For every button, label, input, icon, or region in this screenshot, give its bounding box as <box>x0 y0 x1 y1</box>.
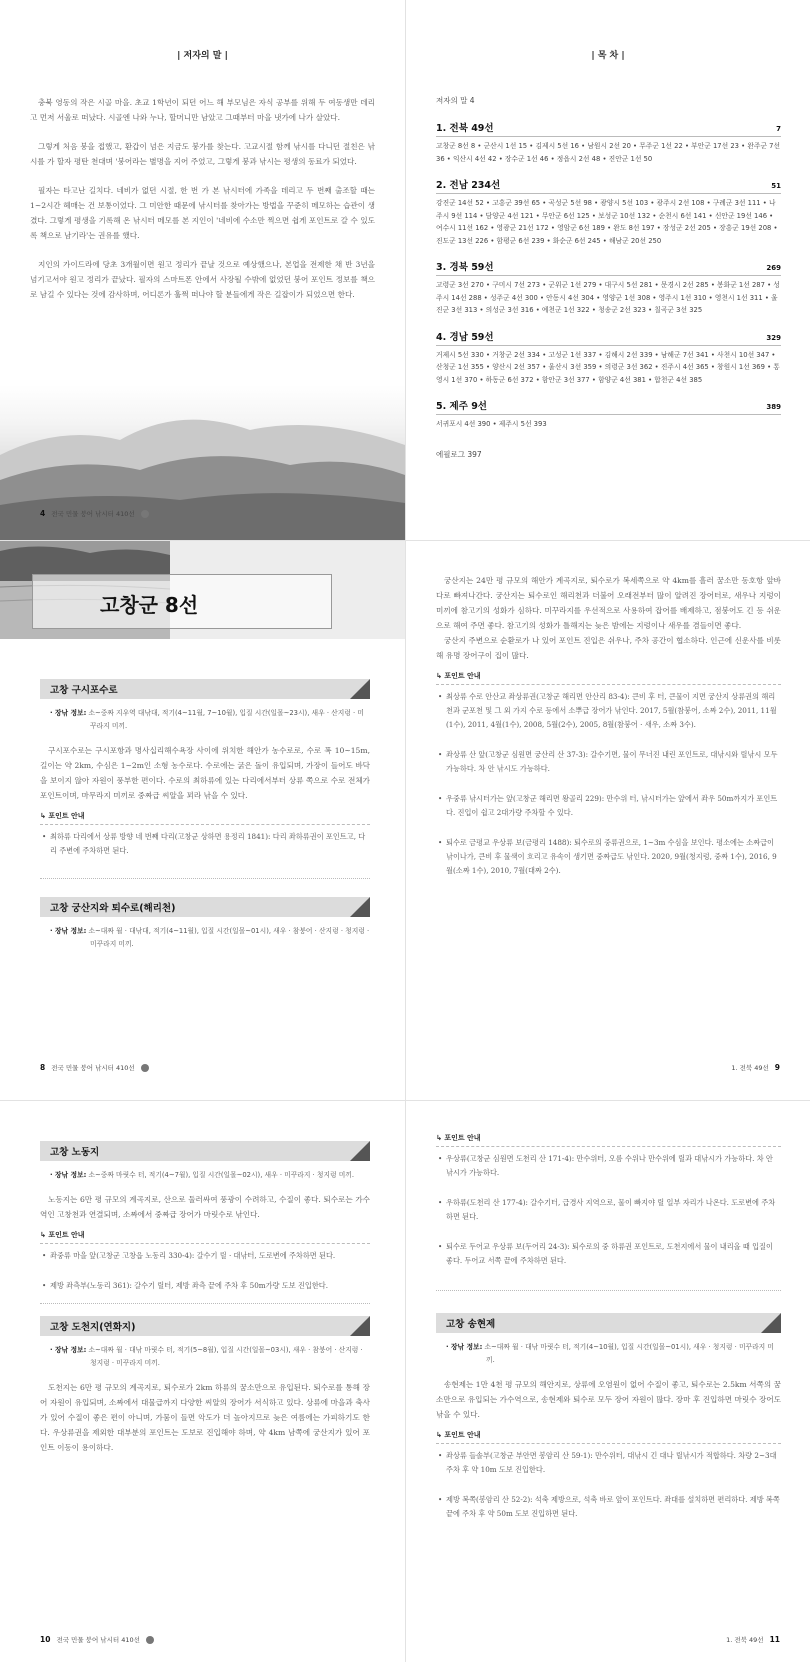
page-toc <box>405 0 810 540</box>
toc-section[interactable] <box>436 177 781 247</box>
point-guide-heading: ↳ 포인트 안내 <box>40 811 370 825</box>
toc-section-page: 269 <box>766 264 781 272</box>
landscape-photo <box>0 385 405 540</box>
author-note-text <box>30 95 375 316</box>
logo-icon <box>146 1636 154 1644</box>
page-header: | 목 차 | <box>591 51 625 61</box>
point-guide-heading: ↳ 포인트 안내 <box>436 1430 781 1444</box>
toc-section-items: 고창군 8선 8 • 군산시 1선 15 • 김제시 5선 16 • 남원시 2선 20 • 무주군 1선 22 • 부안군 17선 23 • 완주군 7선 36 • 익산시 4선 42 • 장수군 1선 46 • 정읍시 2선 48 • 진안군 1선 50 <box>436 142 781 163</box>
toc-entry-epilogue[interactable]: 에필로그 397 <box>436 449 482 459</box>
paragraph: 지인의 가이드라에 당초 3개월이면 원고 정리가 끝날 것으로 예상했으나, 본업을 전제한 채 반 3년을 넘기고서야 원고 정리가 끝났다. 필자의 스마트폰 안에서 사장될 수밖에 없었던 붕어 포인트 정보를 책으로 남길 수 있다는 것에 감사하며, 어디론가 훌쩍 떠나야 할 분들에게 작은 길잡이가 되었으면 한다. <box>30 260 375 299</box>
book-title: 전국 민물 붕어 낚시터 410선 <box>51 1064 135 1072</box>
point-guide-heading: ↳ 포인트 안내 <box>40 1230 370 1244</box>
section-title: 고창 송현제 <box>436 1313 781 1333</box>
list-item: • 좌상류 들솔부(고창군 부안면 봉암리 산 59-1): 만수위터, 대낚시 긴 대나 릴낚시가 적합하다. 차량 2~3대 주차 후 약 10m 도보 진입한다. <box>436 1449 781 1477</box>
logo-icon <box>141 1064 149 1072</box>
section-title: 고창 궁산지와 퇴수로(해리천) <box>40 897 370 917</box>
fishing-info: · 장낚 정보: 소~대짜 월 · 대낚 마릿수 터, 적기(5~8월), 입질 시간(일몰~03시), 새우 · 참붕어 · 산지렁 · 청지렁 · 미꾸라지 미끼. <box>50 1346 363 1367</box>
page-header: | 저자의 말 | <box>177 51 228 61</box>
fishing-info: · 장낚 정보: 소~중짜 마릿수 터, 적기(4~7월), 입질 시간(일몰~02시), 새우 · 미꾸라지 · 청지렁 미끼. <box>50 1171 355 1179</box>
section-title: 고창 노동지 <box>40 1141 370 1161</box>
page-number: 11 <box>769 1635 780 1644</box>
toc-section-items: 서귀포시 4선 390 • 제주시 5선 393 <box>436 420 547 428</box>
toc-section[interactable] <box>436 259 781 317</box>
toc-section[interactable] <box>436 398 781 431</box>
chapter-name: 1. 전북 49선 <box>726 1636 764 1644</box>
page-number: 9 <box>774 1063 780 1072</box>
toc-section-title: 5. 제주 9선 <box>436 401 487 412</box>
section-text: 송현제는 1만 4천 평 규모의 해안지로, 상류에 오염원이 없어 수질이 좋고, 퇴수로는 2.5km 서쪽의 꿈소만으로 유입되는 가수역으로, 송현제와 퇴수로 모두 장어 자원이 많다. 장마 후 진입하면 마릿수 장어도 낚을 수 있다. <box>436 1380 781 1419</box>
page-10 <box>0 1100 405 1662</box>
section-title: 고창 구시포수로 <box>40 679 370 699</box>
list-item: • 최상류 수로 안산교 좌상류권(고창군 해리면 안산리 83-4): 큰비 후 터, 큰물이 지면 궁산지 상류권의 해리천과 군포천 및 그 외 가지 수로 등에서 소뿌급 장어가 낚인다. 2017, 5월(참붕어, 소짜 2수), 2011, 11월(1수), 2011, 4월(1수), 2008, 5월(2수), 2005, 8월(참붕어 · 새우, 소짜 3수). <box>436 690 781 732</box>
toc-section-page: 389 <box>766 403 781 411</box>
page-number: 8 <box>40 1063 46 1072</box>
point-list <box>436 1152 781 1268</box>
toc-section[interactable] <box>436 120 781 165</box>
toc-section-page: 7 <box>776 125 781 133</box>
toc-section-page: 51 <box>771 182 781 190</box>
list-item: • 퇴수로 두어교 우상류 보(두어리 24-3): 퇴수로의 중 하류권 포인트로, 도천지에서 물이 내리올 때 입질이 좋다. 두어교 서쪽 끝에 주차하면 된다. <box>436 1240 781 1268</box>
page-footer <box>726 1635 780 1644</box>
toc-section-items: 강진군 14선 52 • 고흥군 39선 65 • 곡성군 5선 98 • 광양시 5선 103 • 광주시 2선 108 • 구례군 3선 111 • 나주시 9선 114 • 담양군 4선 121 • 무안군 6선 125 • 보성군 10선 132 • 순천시 6선 141 • 신안군 19선 146 • 여수시 11선 162 • 영광군 21선 172 • 영암군 6선 189 • 완도 8선 197 • 장성군 2선 205 • 장흥군 19선 208 • 진도군 13선 226 • 함평군 6선 239 • 화순군 6선 245 • 해남군 20선 250 <box>436 199 778 245</box>
list-item: • 우중류 낚시터가는 앞(고창군 해리면 왕골리 229): 만수위 터, 낚시터가는 앞에서 좌우 50m까지가 포인트다. 진입이 쉽고 2대가량 주차할 수 있다. <box>436 792 781 820</box>
chapter-title: 고창군 8선 <box>100 593 199 617</box>
page-footer <box>40 1063 149 1072</box>
fishing-info: · 장낚 정보: 소~대짜 월 · 대낚대, 적기(4~11월), 입질 시간(일몰~01시), 새우 · 참붕어 · 산지렁 · 청지렁 · 미꾸라지 미끼. <box>50 927 370 948</box>
page-footer <box>731 1063 780 1072</box>
paragraph: 충북 영동의 작은 시골 마을. 초교 1학년이 되던 어느 해 부모님은 자식 공부를 위해 두 여동생만 데리고 먼저 서울로 떠났다. 시골엔 나와 누나, 할머니만 남았고 그때부터 마을 냇가에 나가 살았다. <box>30 98 375 122</box>
list-item: • 좌상류 산 앞(고창군 심원면 궁산리 산 37-3): 갈수기면, 물이 무너진 내린 포인트로, 대낚시와 릴낚시 모두 가능하다. 차 안 낚시도 가능하다. <box>436 748 781 776</box>
page-author-note <box>0 0 405 540</box>
point-list <box>436 1449 781 1521</box>
list-item: • 최하류 다리에서 상류 방향 네 번째 다리(고창군 상하면 용정리 1841): 다리 좌하류권이 포인트고, 다리 주변에 주차하면 된다. <box>40 830 370 858</box>
toc-section-title: 2. 전남 234선 <box>436 180 501 191</box>
point-guide-heading: ↳ 포인트 안내 <box>436 1133 781 1147</box>
point-list <box>40 1249 370 1293</box>
page-number: 10 <box>40 1635 51 1644</box>
book-title: 전국 민물 붕어 낚시터 410선 <box>51 510 135 518</box>
list-item: • 제방 좌측부(노동리 361): 갈수기 릴터, 제방 좌측 끝에 주차 후 50m가량 도보 진입한다. <box>40 1279 370 1293</box>
list-item: • 제방 복쪽(봉암리 산 52-2): 석축 제방으로, 석축 바로 앞이 포인트다. 좌대를 설치하면 편리하다. 제방 복쪽 끝에 주차 후 약 50m 도보 진입하면 된다. <box>436 1493 781 1521</box>
toc-section-title: 1. 전북 49선 <box>436 123 494 134</box>
point-list <box>436 690 781 878</box>
page-11 <box>405 1100 810 1662</box>
toc-section[interactable] <box>436 329 781 387</box>
page-footer <box>40 1635 154 1644</box>
list-item: • 우하류(도천리 산 177-4): 갈수기터, 급경사 지역으로, 물이 빠지야 릴 일부 자리가 나온다. 도로변에 주차하면 된다. <box>436 1196 781 1224</box>
logo-icon <box>141 510 149 518</box>
toc-section-items: 거제시 5선 330 • 거창군 2선 334 • 고성군 1선 337 • 김해시 2선 339 • 남해군 7선 341 • 사천시 10선 347 • 산청군 1선 355 • 양산시 2선 357 • 울산시 3선 359 • 의령군 3선 362 • 진주시 4선 365 • 창원시 1선 369 • 통영시 1선 370 • 하동군 6선 372 • 함안군 3선 377 • 함양군 4선 381 • 합천군 4선 385 <box>436 350 780 384</box>
chapter-banner <box>0 541 405 639</box>
list-item: • 퇴수로 금평교 우상류 보(금평리 1488): 퇴수로의 중류권으로, 1~3m 수심을 보인다. 평소에는 소짜급이 낚이나가, 큰비 후 물색이 흐리고 유속이 생기면 중짜급도 낚인다. 2020, 9월(청지렁, 중짜 1수), 2016, 9월(소짜 1수), 2010, 7월(대짜 2수). <box>436 836 781 878</box>
toc-section-title: 4. 경남 59선 <box>436 331 494 343</box>
section-title: 고창 도천지(연화지) <box>40 1316 370 1336</box>
list-item: • 좌중류 마을 앞(고창군 고창읍 노동리 330-4): 갈수기 릴 · 대낚터, 도로변에 주차하면 된다. <box>40 1249 370 1263</box>
list-item: • 우상류(고창군 심원면 도천리 산 171-4): 만수위터, 오름 수위나 만수위에 릴과 대낚시가 가능하다. 차 안 낚시가 가능하다. <box>436 1152 781 1180</box>
section-text: 궁산지는 24만 평 규모의 해안가 계곡지로, 퇴수로가 복세쪽으로 약 4km를 흘러 꿈소만 동호항 앞바다로 빠져나간다. 궁산지는 퇴수로인 해리천과 더불어 오래전부터 많이 알려진 장어터로, 새우나 지렁이 미끼에 참고기의 성화가 심하다. 미꾸라지를 우선적으로 사용하여 잡어를 배제하고, 점붕어도 긴 등 쉬운으로 해여 주면 좋다. 참고기의 성화가 틀해지는 늦은 밤에는 지렁이나 새우를 겸들이면 좋다. 궁산지 주변으로 순환로가 나 있어 포인트 진입은 쉬우나, 주차 공간이 협소하다. 인근에 신운사를 비롯해 유명 장어구이 집이 많다. <box>436 576 781 660</box>
point-list <box>40 830 370 858</box>
section-text: 구시포수로는 구시포항과 명사십리해수욕장 사이에 위치한 해안가 농수로로, 수로 폭 10~15m, 길이는 약 2km, 수심은 1~2m인 소형 농수로다. 수로에는 굵은 돌이 유입되며, 가장이 들어도 바닥을 보이지 않아 자원이 풍부한 편이다. 수로의 최하류에 있는 다리에서부터 상류 쪽으로 수로 전체가 포인트이며, 마무라지 미끼로 중짜급 씨알을 꾀라 낚을 수 있다. <box>40 746 370 800</box>
chapter-name: 1. 전북 49선 <box>731 1064 769 1072</box>
page-number: 4 <box>40 509 46 518</box>
page-footer <box>40 509 149 518</box>
book-title: 전국 민물 붕어 낚시터 410선 <box>56 1636 140 1644</box>
paragraph: 필자는 타고난 길치다. 네비가 없던 시절, 한 번 가 본 낚시터에 가족을 데리고 두 번째 출조할 때는 1~2시간 헤매는 건 보통이었다. 그 미안한 때문에 낚시터를 찾아가는 방법을 꾸준히 메모하는 습관이 생겼다. 그렇게 평생을 기록해 온 낚시터 메모를 본 지인이 '네비에 수소만 찍으면 쉽게 포인트로 갈 수 있도록 책으로 남기라'는 권유를 했다. <box>30 186 375 240</box>
fishing-info: · 장낚 정보: 소~대짜 월 · 대낚 마릿수 터, 적기(4~10월), 입질 시간(일몰~01시), 새우 · 청지렁 · 미꾸라지 미끼. <box>446 1343 774 1364</box>
paragraph: 그렇게 처음 붕을 접했고, 환갑이 넘은 지금도 붕가를 찾는다. 고교시절 함께 낚시를 다니던 절친은 낚시를 가 할자 평탄 천대며 '붕어라는 별명을 지어 주었고, 그렇게 붕과 낚시는 평생의 동료가 되었다. <box>30 142 375 166</box>
toc-section-title: 3. 경북 59선 <box>436 262 494 273</box>
page-9 <box>405 540 810 1100</box>
table-of-contents <box>436 95 781 460</box>
fishing-info: · 장낚 정보: 소~중짜 지우역 대낚대, 적기(4~11월, 7~10월), 입질 시간(일몰~23시), 새우 · 산지렁 · 미꾸라지 미끼. <box>50 709 364 730</box>
section-text: 도천지는 6만 평 규모의 계곡지로, 퇴수로가 2km 하류의 꿈소만으로 유입된다. 퇴수로를 통해 장어 자원이 유입되며, 소짜에서 대물급까지 다양한 씨알의 장어가 서식하고 있다. 상류에 마을과 축사가 있어 수질이 좋은 편이 아니며, 가뭄이 들면 악도가 더 높아지므로 늦은 여름에는 가피하기도 한다. 우상류권을 제외한 대부분의 포인트는 도보로 진입해야 하며, 약 4km 남쪽에 궁산지가 있어 포인트 이동이 용이하다. <box>40 1383 370 1452</box>
toc-section-page: 329 <box>766 333 781 342</box>
toc-entry-author-note[interactable]: 저자의 말 4 <box>436 96 475 105</box>
point-guide-heading: ↳ 포인트 안내 <box>436 671 781 685</box>
toc-section-items: 고령군 3선 270 • 구미시 7선 273 • 군위군 1선 279 • 대구시 5선 281 • 문경시 2선 285 • 봉화군 1선 287 • 성주시 14선 288 • 성주군 4선 300 • 안동시 4선 304 • 영양군 1선 308 • 영주시 1선 310 • 영천시 1선 311 • 울진군 3선 313 • 의성군 3선 316 • 예천군 1선 322 • 청송군 2선 323 • 칠곡군 3선 325 <box>436 281 780 314</box>
page-8 <box>0 540 405 1100</box>
section-text: 노동지는 6만 평 규모의 계곡지로, 산으로 둘러싸여 풍광이 수려하고, 수질이 좋다. 퇴수로는 가수역인 고창천과 연결되며, 소짜에서 중짜급 장어가 마릿수로 낚인다. <box>40 1195 370 1219</box>
